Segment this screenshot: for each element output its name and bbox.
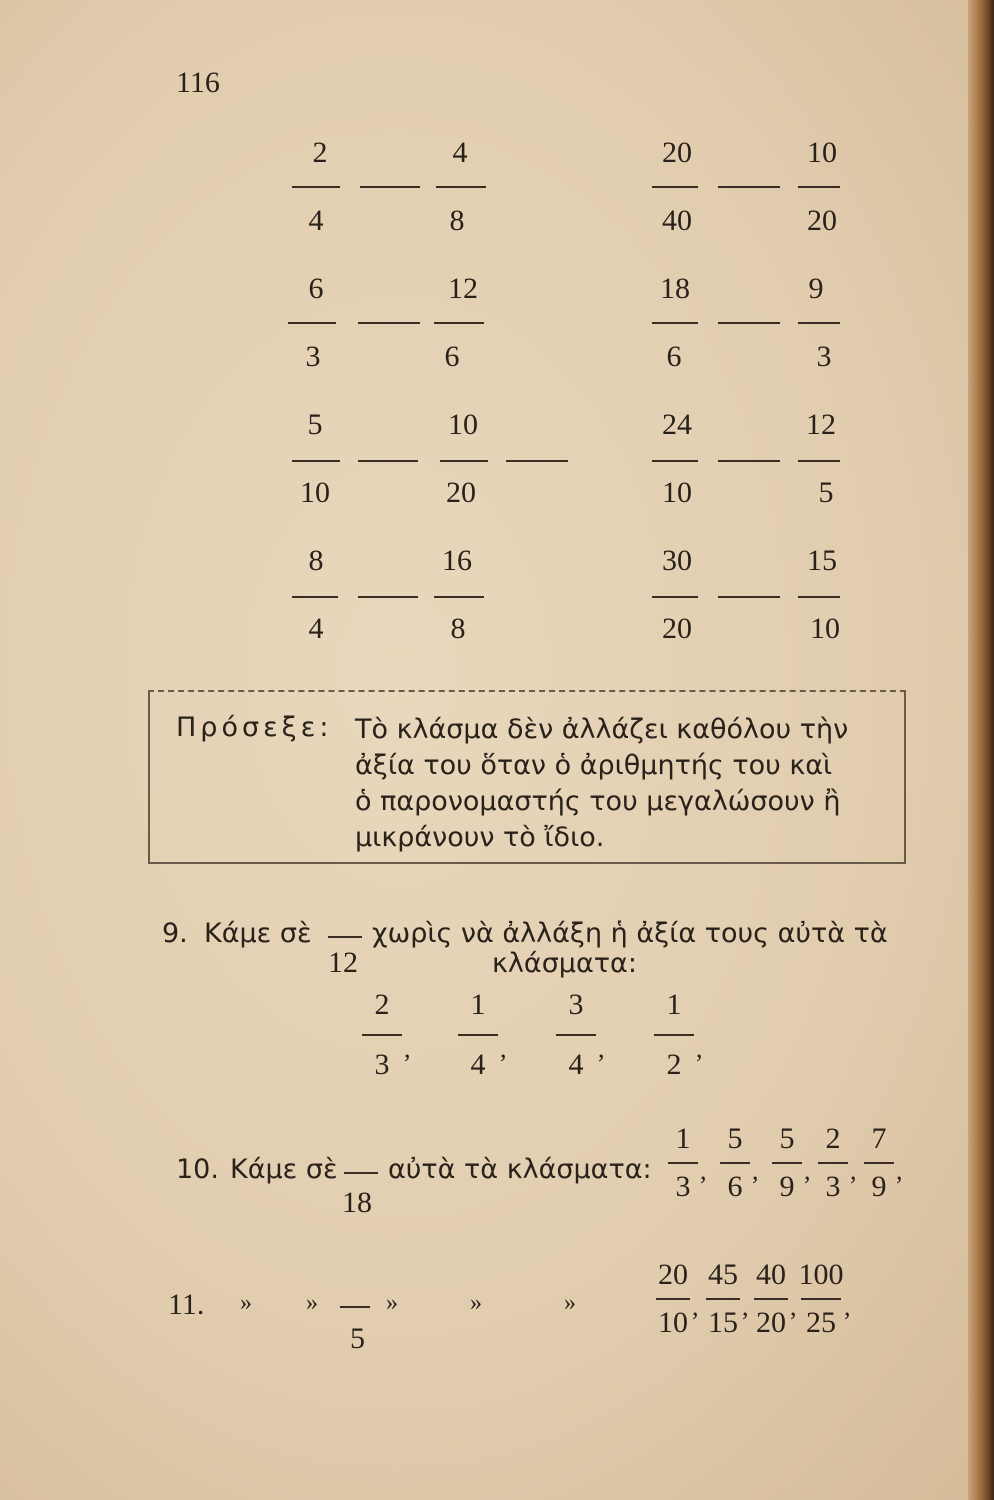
denominator: 4 bbox=[470, 1048, 486, 1081]
fraction: 5 9 , bbox=[760, 1122, 814, 1204]
target-denominator: 5 bbox=[350, 1322, 365, 1355]
note-label: Πρόσεξε: bbox=[176, 712, 333, 743]
numerator: 100 bbox=[798, 1258, 844, 1291]
denominator: 25 bbox=[806, 1306, 836, 1339]
numerator: 3 bbox=[568, 988, 584, 1021]
denominator: 6 bbox=[727, 1170, 743, 1203]
fraction: 45 15 , bbox=[690, 1258, 756, 1340]
grid-numerator: 5 bbox=[307, 408, 323, 441]
ditto-mark: » bbox=[564, 1290, 576, 1316]
note-text bbox=[355, 712, 895, 856]
grid-denominator: 3 bbox=[816, 340, 832, 373]
grid-denominator: 6 bbox=[444, 340, 460, 373]
denominator: 9 bbox=[779, 1170, 795, 1203]
grid-denominator: 10 bbox=[662, 476, 692, 509]
grid-numerator: 15 bbox=[807, 544, 837, 577]
grid-denominator: 4 bbox=[308, 204, 324, 237]
fraction: 1 2 , bbox=[644, 988, 704, 1082]
denominator: 3 bbox=[675, 1170, 691, 1203]
grid-numerator: 18 bbox=[660, 272, 690, 305]
ditto-mark: » bbox=[470, 1290, 482, 1316]
fraction: 7 9 , bbox=[852, 1122, 906, 1204]
denominator: 2 bbox=[666, 1048, 682, 1081]
denominator: 4 bbox=[568, 1048, 584, 1081]
grid-denominator: 10 bbox=[810, 612, 840, 645]
numerator: 5 bbox=[779, 1122, 795, 1155]
exercise-number: 9. bbox=[162, 918, 188, 949]
note-line: ὁ παρονομαστής του μεγαλώσουν ἢ bbox=[355, 786, 841, 817]
fraction: 100 25 , bbox=[788, 1258, 854, 1340]
exercise-number: 11. bbox=[168, 1288, 205, 1321]
ditto-mark: » bbox=[240, 1290, 252, 1316]
denominator: 20 bbox=[756, 1306, 786, 1339]
grid-numerator: 16 bbox=[442, 544, 472, 577]
grid-numerator: 4 bbox=[452, 136, 468, 169]
numerator: 7 bbox=[871, 1122, 887, 1155]
ditto-mark: » bbox=[306, 1290, 318, 1316]
target-denominator: 18 bbox=[342, 1186, 372, 1219]
grid-denominator: 8 bbox=[450, 612, 466, 645]
grid-numerator: 30 bbox=[662, 544, 692, 577]
note-line: μικράνουν τὸ ἴδιο. bbox=[355, 822, 605, 853]
grid-denominator: 3 bbox=[305, 340, 321, 373]
numerator: 45 bbox=[708, 1258, 738, 1291]
numerator: 1 bbox=[675, 1122, 691, 1155]
denominator: 3 bbox=[374, 1048, 390, 1081]
grid-denominator: 8 bbox=[449, 204, 465, 237]
numerator: 2 bbox=[374, 988, 390, 1021]
target-denominator: 12 bbox=[328, 946, 358, 979]
exercise-number: 10. bbox=[176, 1154, 219, 1185]
fraction: 20 10 , bbox=[640, 1258, 706, 1340]
exercise-text: Κάμε σὲ bbox=[204, 918, 312, 949]
note-line: Τὸ κλάσμα δὲν ἀλλάζει καθόλου τὴν bbox=[355, 714, 849, 745]
grid-numerator: 9 bbox=[808, 272, 824, 305]
grid-numerator: 10 bbox=[807, 136, 837, 169]
denominator: 10 bbox=[658, 1306, 688, 1339]
denominator: 15 bbox=[708, 1306, 738, 1339]
note-line: ἀξία του ὅταν ὁ ἀριθμητής του καὶ bbox=[355, 750, 833, 781]
grid-denominator: 20 bbox=[662, 612, 692, 645]
grid-denominator: 20 bbox=[446, 476, 476, 509]
grid-denominator: 6 bbox=[666, 340, 682, 373]
numerator: 1 bbox=[666, 988, 682, 1021]
fraction: 1 4 , bbox=[448, 988, 508, 1082]
grid-denominator: 10 bbox=[300, 476, 330, 509]
grid-denominator: 40 bbox=[662, 204, 692, 237]
exercise-text: κλάσματα: bbox=[492, 948, 637, 979]
numerator: 5 bbox=[727, 1122, 743, 1155]
page-number: 116 bbox=[176, 66, 220, 99]
grid-numerator: 8 bbox=[308, 544, 324, 577]
grid-numerator: 12 bbox=[448, 272, 478, 305]
grid-numerator: 10 bbox=[448, 408, 478, 441]
numerator: 1 bbox=[470, 988, 486, 1021]
grid-numerator: 20 bbox=[662, 136, 692, 169]
grid-numerator: 2 bbox=[312, 136, 328, 169]
grid-denominator: 5 bbox=[818, 476, 834, 509]
fraction: 2 3 , bbox=[806, 1122, 860, 1204]
exercise-text: χωρὶς νὰ ἀλλάξη ἡ ἀξία τους αὐτὰ τὰ bbox=[372, 918, 888, 949]
fraction: 40 20 , bbox=[738, 1258, 804, 1340]
fraction: 5 6 , bbox=[708, 1122, 762, 1204]
fraction: 2 3 , bbox=[352, 988, 412, 1082]
numerator: 2 bbox=[825, 1122, 841, 1155]
fraction: 3 4 , bbox=[546, 988, 606, 1082]
exercise-text: Κάμε σὲ bbox=[230, 1154, 338, 1185]
grid-numerator: 24 bbox=[662, 408, 692, 441]
denominator: 9 bbox=[871, 1170, 887, 1203]
fraction: 1 3 , bbox=[656, 1122, 710, 1204]
numerator: 20 bbox=[658, 1258, 688, 1291]
denominator: 3 bbox=[825, 1170, 841, 1203]
grid-denominator: 4 bbox=[308, 612, 324, 645]
numerator: 40 bbox=[756, 1258, 786, 1291]
exercise-text: αὐτὰ τὰ κλάσματα: bbox=[388, 1154, 652, 1185]
ditto-mark: » bbox=[386, 1290, 398, 1316]
grid-numerator: 12 bbox=[806, 408, 836, 441]
grid-denominator: 20 bbox=[807, 204, 837, 237]
page-edge bbox=[968, 0, 994, 1500]
grid-numerator: 6 bbox=[308, 272, 324, 305]
